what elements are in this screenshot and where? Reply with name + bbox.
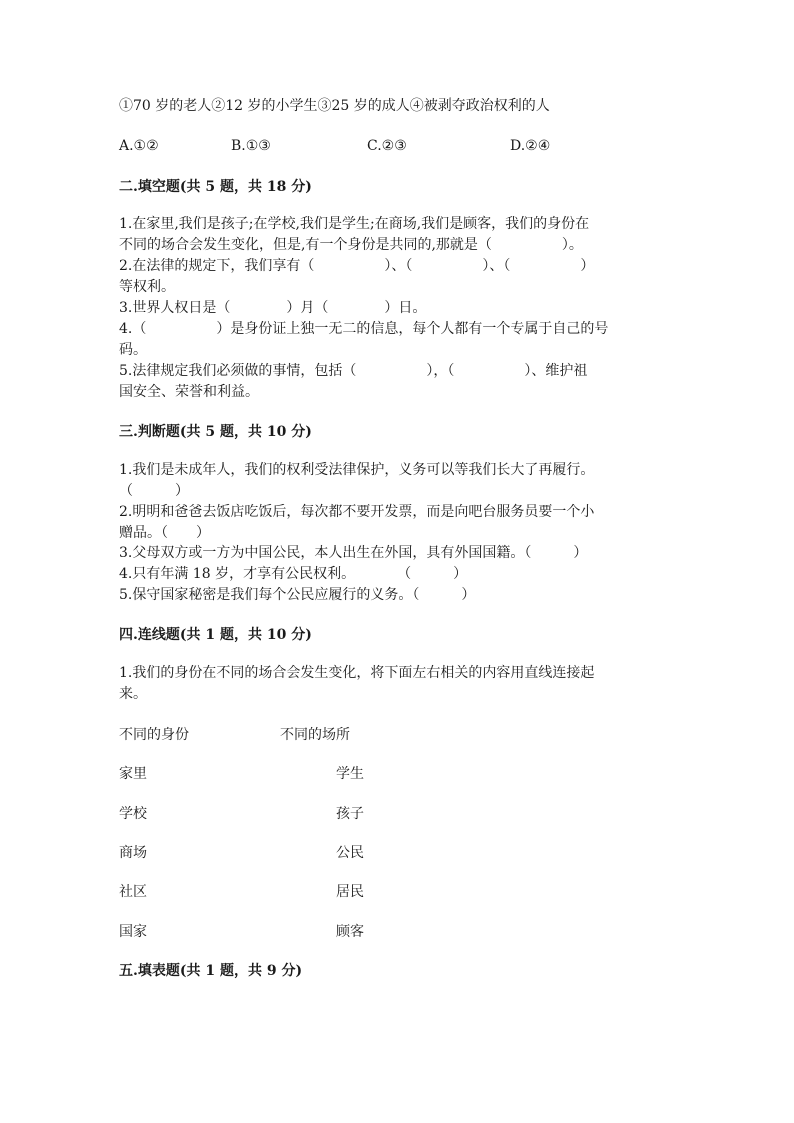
fill-blank-line: 4.（ ）是身份证上独一无二的信息，每个人都有一个专属于自己的号 — [119, 321, 609, 337]
matching-left-item: 家里 — [119, 766, 147, 782]
matching-question-line: 来。 — [119, 686, 147, 702]
judgment-line: 4.只有年满 18 岁，才享有公民权利。 （ ） — [119, 566, 468, 582]
fill-blank-line: 码。 — [119, 342, 147, 358]
fill-blank-line: 2.在法律的规定下，我们享有（ ）、（ ）、（ ） — [119, 258, 595, 274]
question-stem: ①70 岁的老人②12 岁的小学生③25 岁的成人④被剥夺政治权利的人 — [119, 98, 550, 114]
matching-question-line: 1.我们的身份在不同的场合会发生变化，将下面左右相关的内容用直线连接起 — [119, 665, 595, 681]
matching-right-item: 居民 — [336, 884, 364, 900]
matching-header-left: 不同的身份 — [119, 727, 189, 743]
matching-right-item: 孩子 — [336, 806, 364, 822]
judgment-line: 2.明明和爸爸去饭店吃饭后，每次都不要开发票，而是向吧台服务员要一个小 — [119, 504, 595, 520]
matching-left-item: 社区 — [119, 884, 147, 900]
section-title-fill-blank: 二.填空题(共 5 题，共 18 分) — [119, 179, 312, 195]
option-b: B.①③ — [231, 138, 271, 154]
matching-right-item: 公民 — [336, 845, 364, 861]
judgment-line: 赠品。（ ） — [119, 525, 210, 541]
matching-left-item: 商场 — [119, 845, 147, 861]
judgment-line: 1.我们是未成年人，我们的权利受法律保护，义务可以等我们长大了再履行。 — [119, 462, 595, 478]
matching-header-right: 不同的场所 — [280, 727, 350, 743]
option-c: C.②③ — [367, 138, 407, 154]
matching-left-item: 国家 — [119, 924, 147, 940]
matching-right-item: 学生 — [336, 766, 364, 782]
fill-blank-line: 国安全、荣誉和利益。 — [119, 384, 259, 400]
fill-blank-line: 5.法律规定我们必须做的事情，包括（ ），（ ）、维护祖 — [119, 363, 588, 379]
section-title-fill-table: 五.填表题(共 1 题，共 9 分) — [119, 963, 303, 979]
fill-blank-line: 3.世界人权日是（ ）月（ ）日。 — [119, 300, 427, 316]
matching-left-item: 学校 — [119, 806, 147, 822]
matching-right-item: 顾客 — [336, 924, 364, 940]
fill-blank-line: 等权利。 — [119, 279, 175, 295]
option-d: D.②④ — [510, 138, 551, 154]
section-title-judgment: 三.判断题(共 5 题，共 10 分) — [119, 424, 312, 440]
judgment-line: （ ） — [119, 483, 189, 499]
judgment-line: 3.父母双方或一方为中国公民，本人出生在外国，具有外国国籍。（ ） — [119, 545, 588, 561]
judgment-line: 5.保守国家秘密是我们每个公民应履行的义务。（ ） — [119, 587, 476, 603]
fill-blank-line: 1.在家里,我们是孩子;在学校,我们是学生;在商场,我们是顾客，我们的身份在 — [119, 216, 590, 232]
section-title-matching: 四.连线题(共 1 题，共 10 分) — [119, 627, 312, 643]
option-a: A.①② — [119, 138, 159, 154]
fill-blank-line: 不同的场合会发生变化，但是,有一个身份是共同的,那就是（ ）。 — [119, 237, 583, 253]
